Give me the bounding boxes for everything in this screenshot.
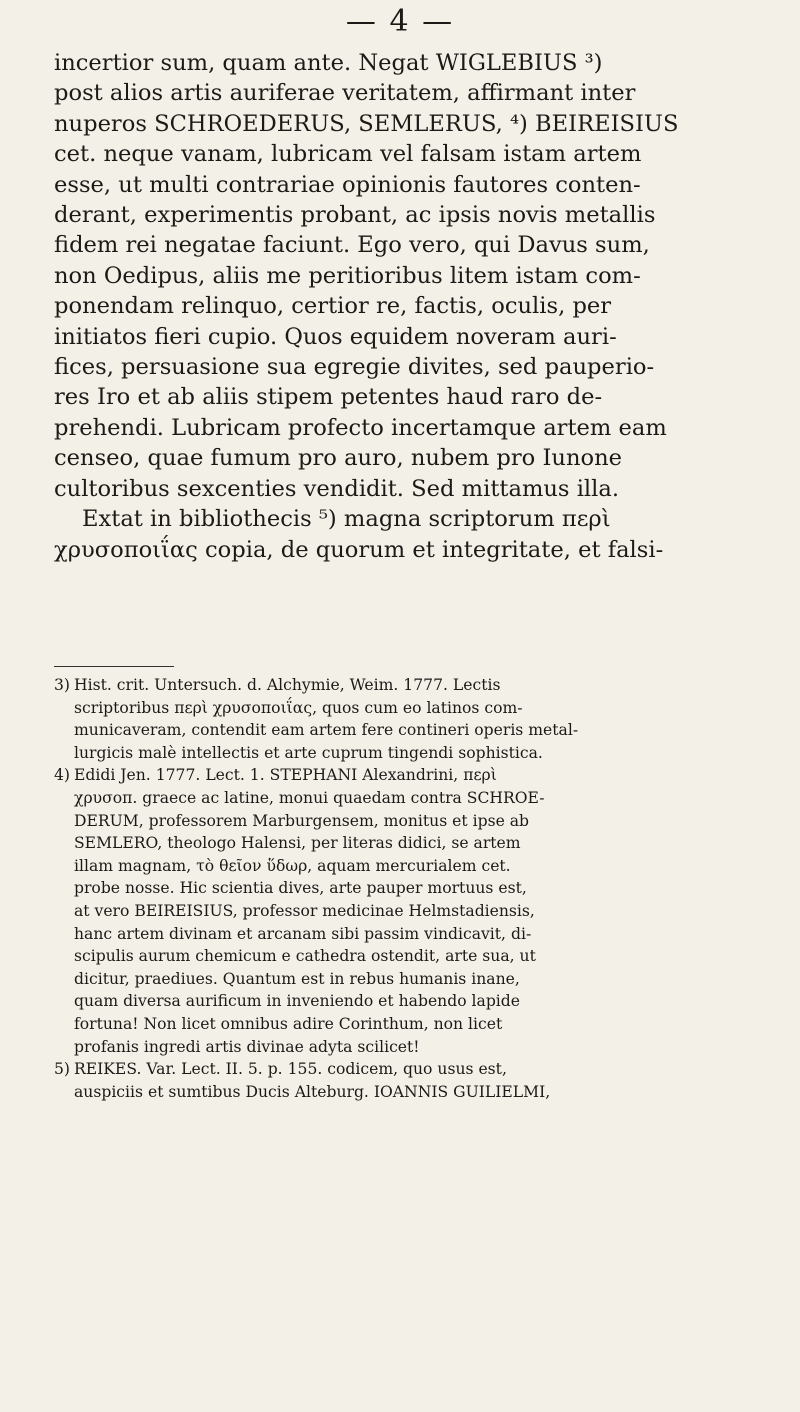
text-line: fices, persuasione sua egregie divites, sed pauperio- — [54, 354, 655, 381]
footnote-text: REIKES. Var. Lect. II. 5. p. 155. codicem, quo usus est, — [74, 1060, 507, 1079]
text-line: cet. neque vanam, lubricam vel falsam istam artem — [54, 141, 642, 168]
footnote-line: scriptoribus περὶ χρυσοποιΐας, quos cum eo latinos com- — [74, 698, 523, 717]
footnote-line: SEMLERO, theologo Halensi, per literas didici, se artem — [74, 834, 521, 853]
footnote-text: Edidi Jen. 1777. Lect. 1. STEPHANI Alexandrini, περὶ — [74, 766, 497, 785]
footnote-line: DERUM, professorem Marburgensem, monitus et ipse ab — [74, 811, 530, 830]
footnote-marker: 5) — [54, 1060, 71, 1079]
footnote-first-line — [54, 1058, 754, 1081]
footnote-line: profanis ingredi artis divinae adyta scilicet! — [74, 1037, 420, 1056]
footnote-line: municaveram, contendit eam artem fere contineri operis metal- — [74, 721, 579, 740]
text-line: cultoribus sexcenties vendidit. Sed mittamus illa. — [54, 475, 620, 502]
footnote-line: hanc artem divinam et arcanam sibi passim vindicavit, di- — [74, 924, 532, 943]
text-line: censeo, quae fumum pro auro, nubem pro Iunone — [54, 445, 623, 472]
text-line-indented: Extat in bibliothecis ⁵) magna scriptorum περὶ — [82, 506, 611, 533]
page-number: — 4 — — [345, 4, 455, 39]
footnote-text: Hist. crit. Untersuch. d. Alchymie, Weim. 1777. Lectis — [74, 676, 501, 694]
footnote-line: auspiciis et sumtibus Ducis Alteburg. IOANNIS GUILIELMI, — [74, 1082, 551, 1101]
footnote-3 — [54, 674, 754, 764]
footnotes — [54, 674, 754, 1103]
text-line: prehendi. Lubricam profecto incertamque artem eam — [54, 414, 667, 441]
main-text — [54, 48, 754, 565]
text-line: ponendam relinquo, certior re, factis, oculis, per — [54, 293, 612, 320]
text-line: initiatos fieri cupio. Quos equidem noveram auri- — [54, 323, 617, 350]
footnote-line: at vero BEIREISIUS, professor medicinae Helmstadiensis, — [74, 901, 535, 920]
footnote-line: probe nosse. Hic scientia dives, arte pauper mortuus est, — [74, 879, 527, 898]
text-line: incertior sum, quam ante. Negat WIGLEBIUS ³) — [54, 50, 603, 76]
footnote-line: illam magnam, τὸ θεῖον ὕδωρ, aquam mercurialem cet. — [74, 856, 511, 875]
footnote-line: quam diversa aurificum in inveniendo et habendo lapide — [74, 992, 521, 1011]
footnote-divider — [54, 666, 174, 667]
text-line: esse, ut multi contrariae opinionis fautores conten- — [54, 171, 641, 198]
text-line: post alios artis auriferae veritatem, affirmant inter — [54, 80, 636, 107]
footnote-first-line — [54, 764, 754, 787]
footnote-marker: 3) — [54, 676, 71, 694]
footnote-line: dicitur, praediues. Quantum est in rebus humanis inane, — [74, 969, 520, 988]
text-line: res Iro et ab aliis stipem petentes haud raro de- — [54, 384, 603, 411]
footnote-line: scipulis aurum chemicum e cathedra ostendit, arte sua, ut — [74, 947, 536, 966]
text-line: non Oedipus, aliis me peritioribus litem istam com- — [54, 262, 641, 289]
text-line: nuperos SCHROEDERUS, SEMLERUS, ⁴) BEIREISIUS — [54, 110, 679, 137]
footnote-line: χρυσοπ. graece ac latine, monui quaedam contra SCHROE- — [74, 788, 545, 807]
footnote-line: lurgicis malè intellectis et arte cuprum tingendi sophistica. — [74, 743, 543, 762]
text-line: χρυσοποιΐας copia, de quorum et integritate, et falsi- — [54, 536, 664, 563]
footnote-4 — [54, 764, 754, 1058]
text-line: fidem rei negatae faciunt. Ego vero, qui Davus sum, — [54, 232, 650, 259]
footnote-5 — [54, 1058, 754, 1103]
footnote-marker: 4) — [54, 766, 71, 785]
footnote-first-line — [54, 674, 754, 697]
footnote-line: fortuna! Non licet omnibus adire Corinthum, non licet — [74, 1014, 503, 1033]
text-line: derant, experimentis probant, ac ipsis novis metallis — [54, 202, 656, 229]
